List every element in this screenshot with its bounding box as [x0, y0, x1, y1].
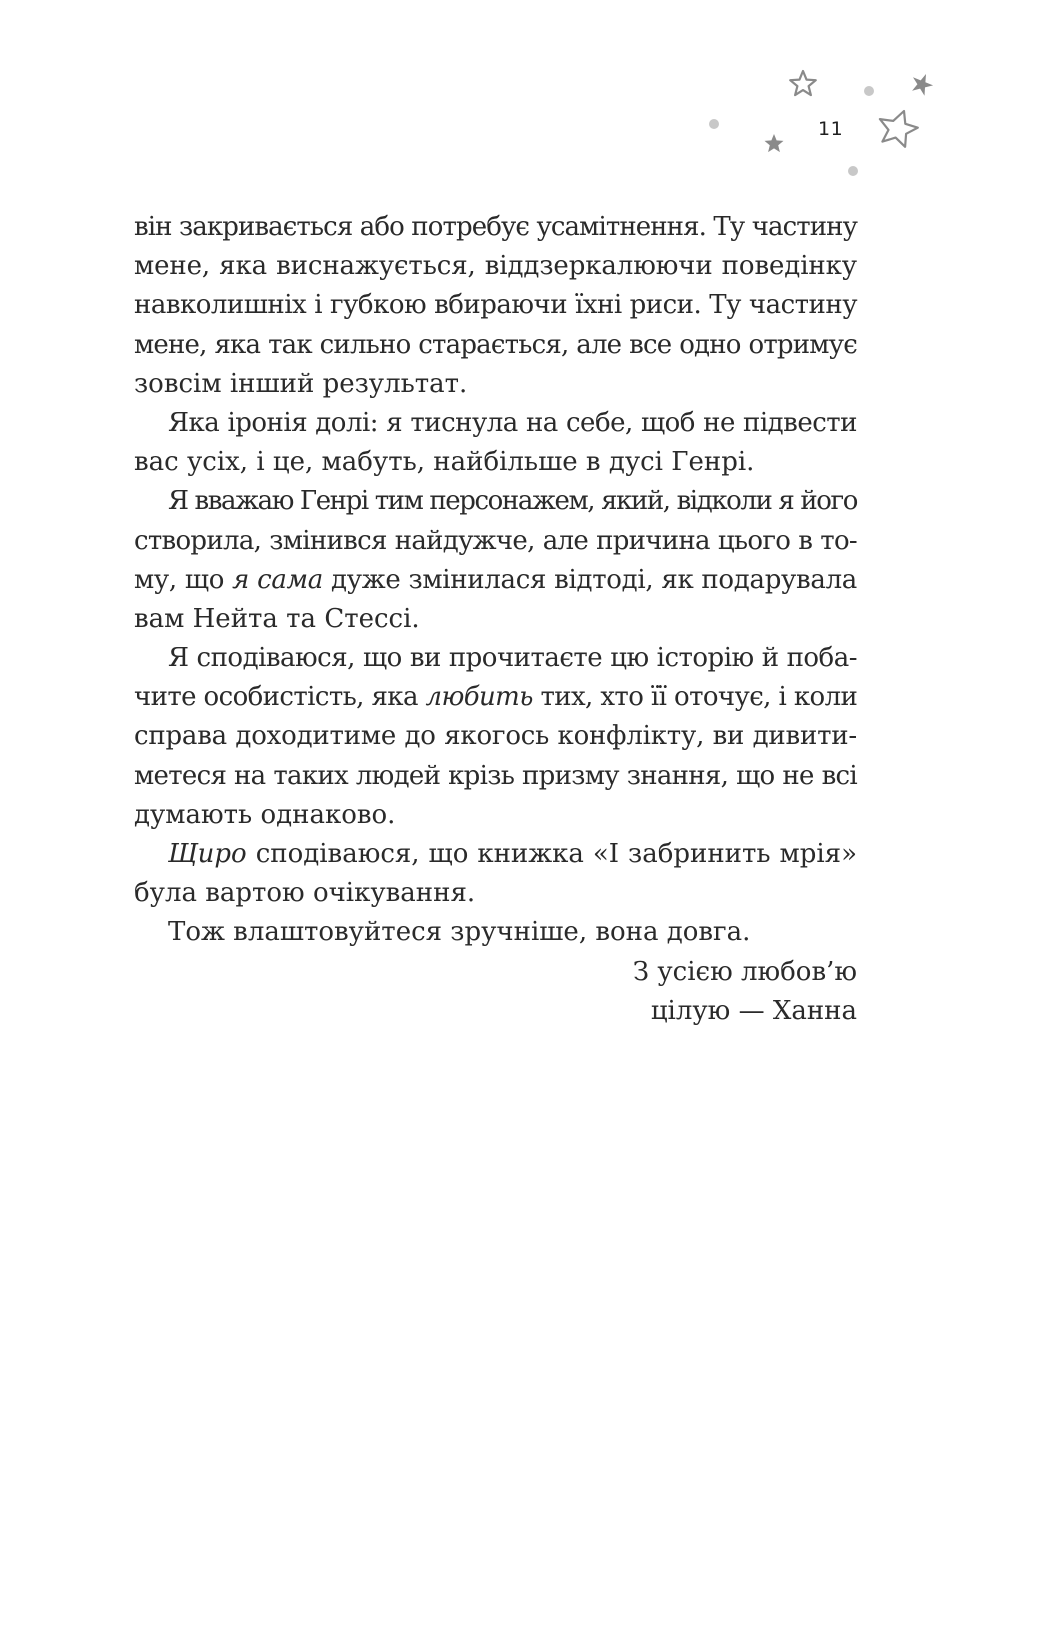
text-line: му, що я сама дуже змінилася відтоді, як подарувала [134, 564, 857, 595]
text-line: думають однаково. [134, 799, 396, 830]
text-line: чите особистість, яка любить тих, хто її оточує, і коли [134, 682, 858, 713]
signature-line: цілую — Ханна [650, 995, 857, 1026]
paragraph-start-line: Тож влаштовуйтеся зручніше, вона довга. [168, 917, 751, 948]
text-line: вас усіх, і це, мабуть, найбільше в дусі Генрі. [134, 447, 755, 478]
paragraph-start-line: Я сподіваюся, що ви прочитаєте цю історію й поба- [168, 643, 857, 674]
star-filled-icon [765, 134, 784, 152]
italic-emphasis: я сама [232, 564, 324, 595]
header-star-ornament [0, 0, 1040, 200]
body-text [134, 208, 857, 1031]
paragraph-start-line: Яка іронія долі: я тиснула на себе, щоб не підвести [168, 407, 857, 438]
dot-icon [848, 166, 858, 176]
text-line: справа доходитиме до якогось конфлікту, ви дивити- [134, 721, 857, 752]
italic-emphasis: любить [425, 682, 533, 713]
text-line: він закривається або потребує усамітнення. Ту частину [134, 212, 857, 242]
star-filled-icon [912, 74, 933, 96]
text-line: вам Нейта та Стессі. [134, 603, 420, 634]
star-outline-icon [790, 71, 816, 95]
text-line: мене, яка так сильно старається, але все одно отримує [134, 329, 857, 360]
paragraph-start-line: Щиро сподіваюся, що книжка «І забринить мрія» [168, 839, 857, 869]
dot-icon [709, 119, 719, 129]
text-line: мене, яка виснажується, віддзеркалюючи поведінку [134, 251, 857, 282]
star-outline-icon [880, 111, 918, 147]
dot-icon [864, 86, 874, 96]
signature-line: З усією любов’ю [632, 956, 857, 987]
text-line: була вартою очікування. [134, 878, 476, 909]
text-line: створила, змінився найдужче, але причина цього в то- [134, 525, 857, 556]
text-line: навколишніх і губкою вбираючи їхні риси. Ту частину [134, 290, 857, 321]
paragraph-start-line: Я вважаю Генрі тим персонажем, який, відколи я його [168, 486, 857, 517]
text-line: метеся на таких людей крізь призму знання, що не всі [134, 760, 857, 791]
italic-emphasis: Щиро [168, 839, 247, 869]
text-line: зовсім інший результат. [134, 368, 468, 399]
page-number: 11 [818, 118, 844, 140]
